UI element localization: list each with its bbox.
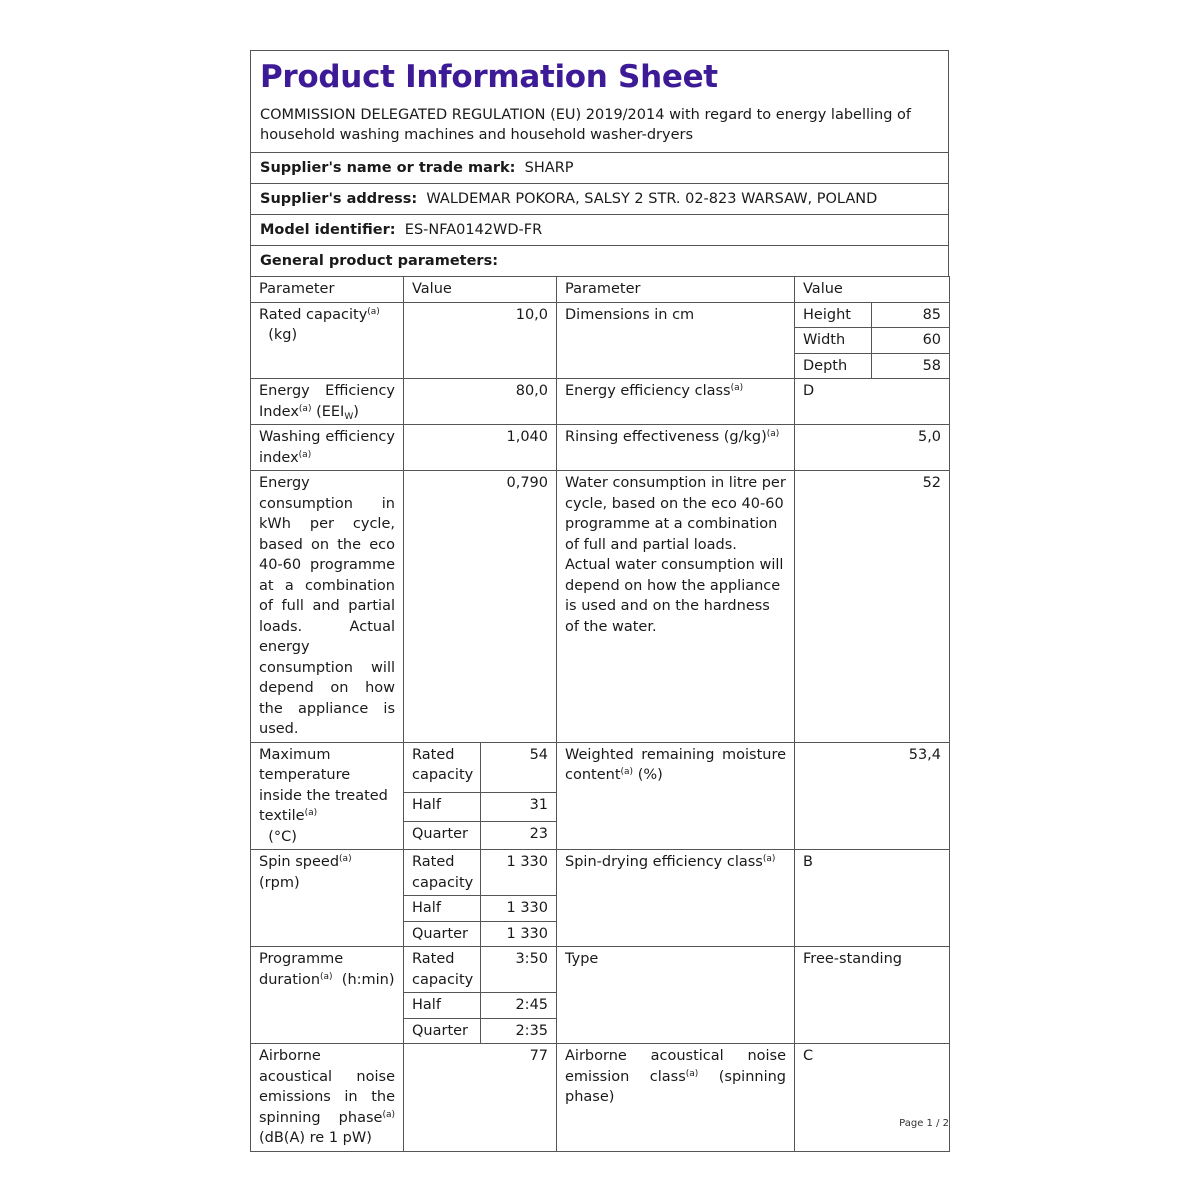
general-parameters-row [250, 245, 949, 276]
eei-value: 80,0 [404, 379, 557, 425]
header-value-left: Value [404, 277, 557, 303]
title-block [250, 50, 949, 152]
energy-class-value: D [795, 379, 950, 425]
supplier-name-label: Supplier's name or trade mark: [260, 160, 516, 176]
prog-quarter-label: Quarter [404, 1018, 481, 1044]
spin-half-value: 1 330 [481, 896, 557, 922]
model-identifier-label: Model identifier: [260, 222, 396, 238]
energy-class-label: Energy efficiency class$^{(a)}$ [557, 379, 795, 425]
noise-class-value: C [795, 1044, 950, 1152]
max-temp-rated-label: Rated capacity [404, 742, 481, 793]
parameters-table [250, 276, 950, 1152]
rinsing-value: 5,0 [795, 425, 950, 471]
type-label: Type [557, 947, 795, 1044]
page-title: Product Information Sheet [260, 59, 718, 95]
prog-rated-label: Rated capacity [404, 947, 481, 993]
rinsing-label: Rinsing effectiveness $(g/kg)^{(a)}$ [557, 425, 795, 471]
noise-class-label: Airborne acoustical noise emission class$^{(a)}$ (spinning phase) [557, 1044, 795, 1152]
spin-rated-label: Rated capacity [404, 850, 481, 896]
spin-rated-value: 1 330 [481, 850, 557, 896]
depth-label: Depth [795, 353, 872, 379]
model-identifier-row [250, 214, 949, 245]
eei-label: Energy Efficiency Index$^{(a)}$ $(EEI_W)$ [251, 379, 404, 425]
regulation-text: COMMISSION DELEGATED REGULATION (EU) 2019/2014 with regard to energy labelling of household washing machines and household washer-dryers [260, 107, 912, 143]
height-value: 85 [872, 302, 950, 328]
water-consumption-value: 52 [795, 471, 950, 743]
spin-speed-label: Spin speed$^{(a)}$ (rpm) [251, 850, 404, 947]
table-header-row [251, 277, 950, 303]
spin-class-value: B [795, 850, 950, 947]
max-temp-quarter-label: Quarter [404, 821, 481, 849]
supplier-name-row [250, 152, 949, 183]
moisture-label: Weighted remaining moisture content$^{(a)}$ (%) [557, 742, 795, 850]
table-row [251, 302, 950, 328]
height-label: Height [795, 302, 872, 328]
prog-rated-value: 3:50 [481, 947, 557, 993]
noise-emissions-label: Airborne acoustical noise emissions in the spinning phase$^{(a)}$ (dB(A) re 1 pW) [251, 1044, 404, 1152]
moisture-value: 53,4 [795, 742, 950, 850]
max-temp-half-label: Half [404, 793, 481, 821]
table-row [251, 742, 950, 793]
page-number: Page 1 / 2 [899, 1118, 949, 1129]
max-temp-quarter-value: 23 [481, 821, 557, 849]
table-row [251, 850, 950, 896]
energy-consumption-value: 0,790 [404, 471, 557, 743]
max-temp-rated-value: 54 [481, 742, 557, 793]
depth-value: 58 [872, 353, 950, 379]
programme-duration-label: Programme duration$^{(a)}$ (h:min) [251, 947, 404, 1044]
max-temp-half-value: 31 [481, 793, 557, 821]
model-identifier-value: ES-NFA0142WD-FR [404, 222, 543, 238]
product-information-sheet [250, 50, 949, 1152]
general-parameters-label: General product parameters: [260, 253, 499, 269]
table-row [251, 425, 950, 471]
spin-half-label: Half [404, 896, 481, 922]
energy-consumption-label: Energy consumption in kWh per cycle, based on the eco 40-60 programme at a combination of full and partial loads. Actual energy consumption will depend on how the appliance is used. [251, 471, 404, 743]
header-parameter-left: Parameter [251, 277, 404, 303]
washing-efficiency-value: 1,040 [404, 425, 557, 471]
water-consumption-label: Water consumption in litre per cycle, based on the eco 40-60 programme at a combination of full and partial loads. Actual water consumption will depend on how the appliance is used and on the hardness of the water. [557, 471, 795, 743]
prog-quarter-value: 2:35 [481, 1018, 557, 1044]
supplier-address-label: Supplier's address: [260, 191, 418, 207]
supplier-name-value: SHARP [524, 160, 574, 176]
dimensions-label: Dimensions in cm [557, 302, 795, 379]
noise-emissions-value: 77 [404, 1044, 557, 1152]
washing-efficiency-label: Washing efficiency index$^{(a)}$ [251, 425, 404, 471]
supplier-address-row [250, 183, 949, 214]
table-row [251, 379, 950, 425]
rated-capacity-value: 10,0 [404, 302, 557, 379]
width-label: Width [795, 328, 872, 354]
table-row [251, 947, 950, 993]
supplier-address-value: WALDEMAR POKORA, SALSY 2 STR. 02-823 WARSAW, POLAND [426, 191, 878, 207]
prog-half-label: Half [404, 993, 481, 1019]
max-temperature-label: Maximum temperature inside the treated textile$^{(a)}$ (°C) [251, 742, 404, 850]
type-value: Free-standing [795, 947, 950, 1044]
width-value: 60 [872, 328, 950, 354]
table-row [251, 471, 950, 743]
prog-half-value: 2:45 [481, 993, 557, 1019]
header-parameter-right: Parameter [557, 277, 795, 303]
rated-capacity-label: Rated capacity$^{(a)}$ (kg) [251, 302, 404, 379]
table-row [251, 1044, 950, 1152]
header-value-right: Value [795, 277, 950, 303]
spin-quarter-label: Quarter [404, 921, 481, 947]
spin-class-label: Spin-drying efficiency class$^{(a)}$ [557, 850, 795, 947]
spin-quarter-value: 1 330 [481, 921, 557, 947]
